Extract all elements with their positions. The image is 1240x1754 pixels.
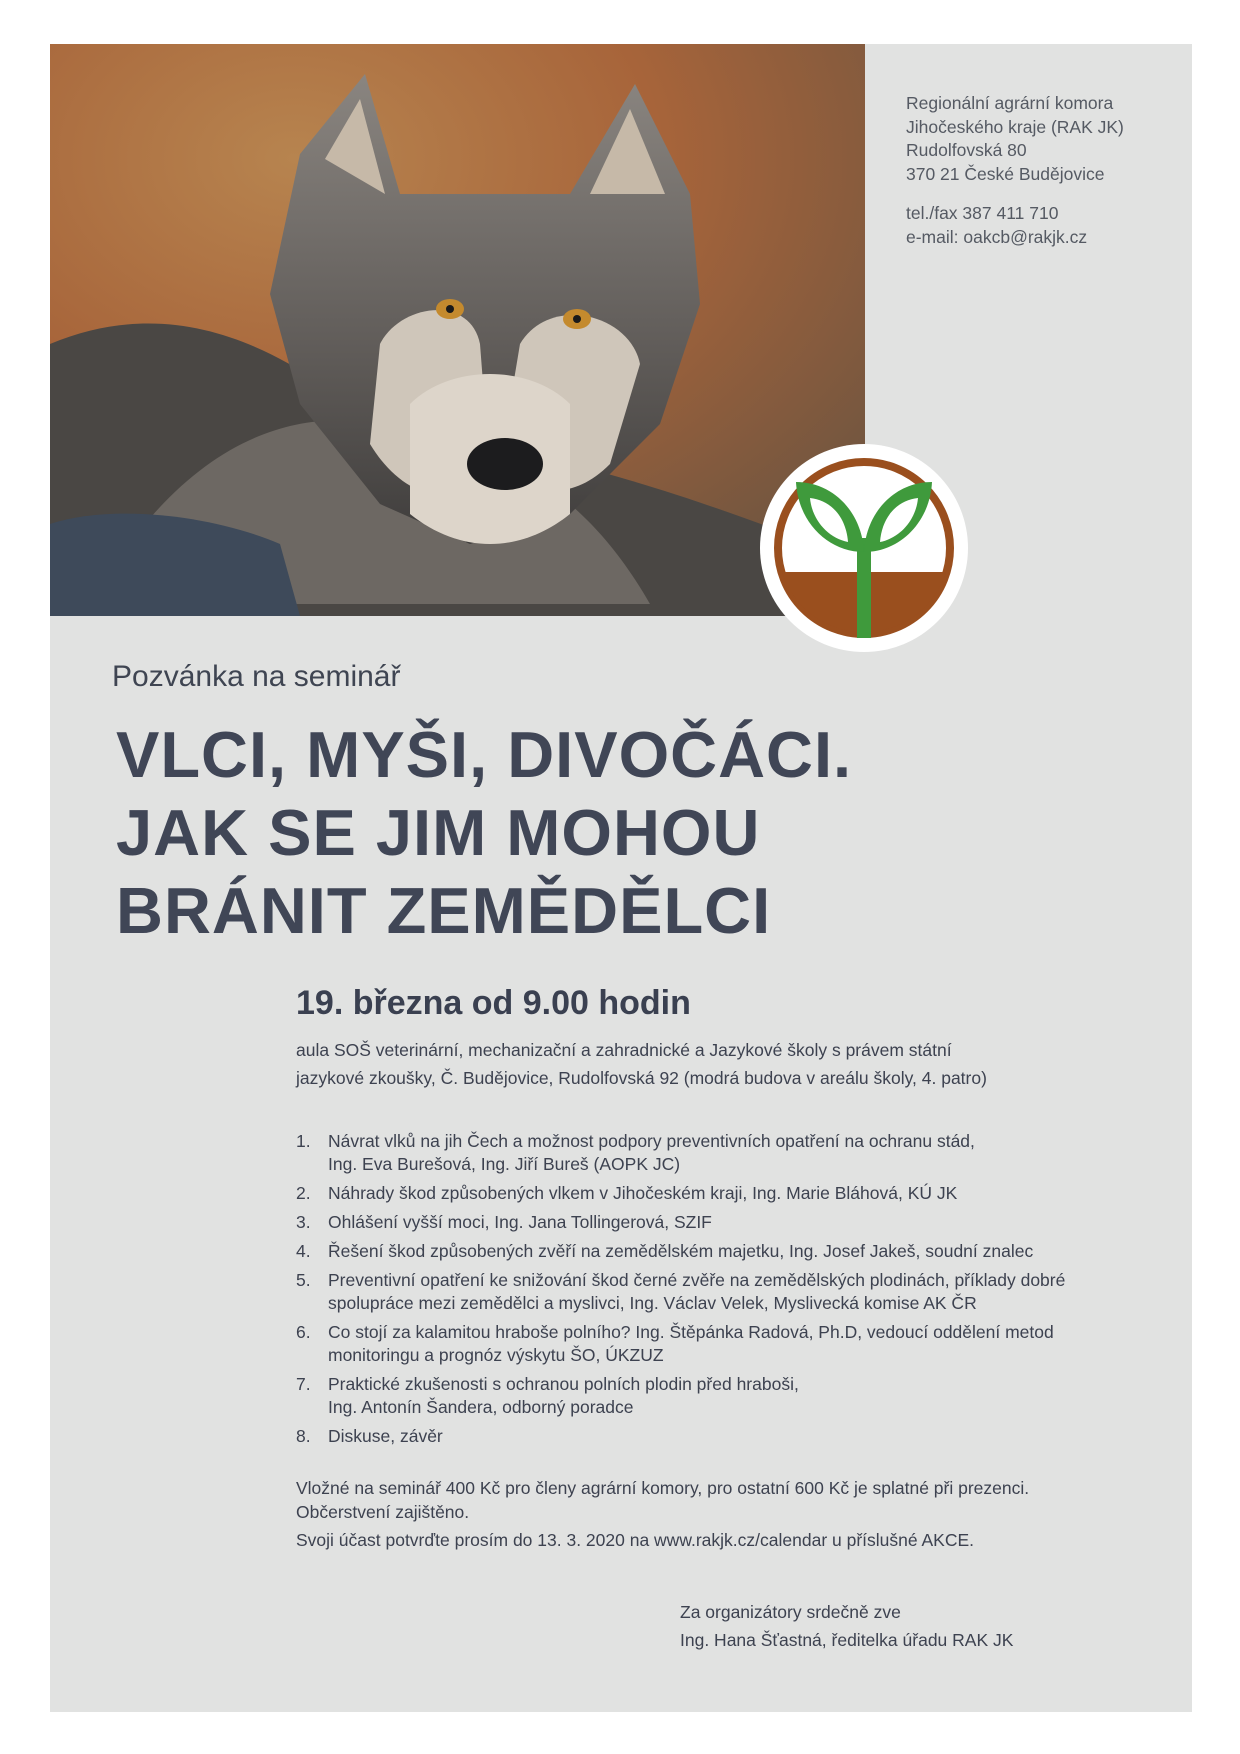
contact-phone: tel./fax 387 411 710 [906, 203, 1059, 223]
program-item-number: 5. [296, 1270, 311, 1290]
program-item [296, 1425, 1176, 1448]
program-item-number: 6. [296, 1322, 311, 1342]
program-item-line: Náhrady škod způsobených vlkem v Jihočeském kraji, Ing. Marie Bláhová, KÚ JK [328, 1183, 958, 1203]
program-item-number: 4. [296, 1241, 311, 1261]
signature-line-1: Za organizátory srdečně zve [680, 1602, 901, 1622]
program-item-text [328, 1373, 1176, 1419]
event-date: 19. března od 9.00 hodin [296, 984, 691, 1022]
contact-org: Regionální agrární komora [906, 93, 1114, 113]
program-item-number: 3. [296, 1212, 311, 1232]
title-line-3: BRÁNIT ZEMĚDĚLCI [116, 874, 772, 947]
program-item [296, 1211, 1176, 1234]
program-item-line: Ing. Antonín Šandera, odborný poradce [328, 1397, 634, 1417]
signature-line-2: Ing. Hana Šťastná, ředitelka úřadu RAK JK [680, 1630, 1014, 1650]
program-item-text [328, 1130, 1176, 1176]
wolf-photo [50, 44, 865, 616]
contact-city: 370 21 České Budějovice [906, 163, 1105, 184]
program-item-text [328, 1240, 1176, 1263]
program-item-line: Diskuse, závěr [328, 1426, 443, 1446]
contact-spacer [906, 186, 1124, 202]
program-item-text [328, 1321, 1176, 1367]
title-line-1: VLCI, MYŠI, DIVOČÁCI. [116, 718, 853, 791]
program-item-text [328, 1269, 1176, 1315]
program-item [296, 1321, 1176, 1367]
program-item-line: Řešení škod způsobených zvěří na zemědělském majetku, Ing. Josef Jakeš, soudní znalec [328, 1241, 1034, 1261]
contact-region: Jihočeského kraje (RAK JK) [906, 116, 1124, 137]
program-item-line: Preventivní opatření ke snižování škod černé zvěře na zemědělských plodinách, příklady dobré [328, 1270, 1066, 1290]
fees-line-1: Vložné na seminář 400 Kč pro členy agrární komory, pro ostatní 600 Kč je splatné při prezenci. [296, 1478, 1030, 1498]
contact-street: Rudolfovská 80 [906, 140, 1027, 160]
venue-line-2: jazykové zkoušky, Č. Budějovice, Rudolfovská 92 (modrá budova v areálu školy, 4. patro) [296, 1068, 987, 1088]
program-item-text [328, 1182, 1176, 1205]
venue-line-1: aula SOŠ veterinární, mechanizační a zahradnické a Jazykové školy s právem státní [296, 1040, 952, 1060]
program-item-line: monitoringu a prognóz výskytu ŠO, ÚKZUZ [328, 1345, 664, 1365]
program-item-number: 7. [296, 1374, 311, 1394]
program-item-number: 1. [296, 1131, 311, 1151]
program-item-text [328, 1425, 1176, 1448]
sprout-logo-icon [758, 442, 970, 654]
title-line-2: JAK SE JIM MOHOU [116, 796, 761, 869]
registration-note: Svoji účast potvrďte prosím do 13. 3. 2020 na www.rakjk.cz/calendar u příslušné AKCE. [296, 1530, 975, 1550]
program-list [296, 1130, 1176, 1454]
fees-line-2: Občerstvení zajištěno. [296, 1502, 470, 1522]
program-item-line: Co stojí za kalamitou hraboše polního? Ing. Štěpánka Radová, Ph.D, vedoucí oddělení metod [328, 1322, 1054, 1342]
signature-block [680, 1598, 1013, 1654]
invitation-subtitle: Pozvánka na seminář [112, 660, 401, 693]
program-item [296, 1182, 1176, 1205]
program-item [296, 1130, 1176, 1176]
contact-email[interactable]: e-mail: oakcb@rakjk.cz [906, 226, 1088, 247]
wolf-illustration [50, 44, 865, 616]
program-item [296, 1240, 1176, 1263]
program-item-line: Návrat vlků na jih Čech a možnost podpory preventivních opatření na ochranu stád, [328, 1131, 975, 1151]
program-item-line: spolupráce mezi zemědělci a myslivci, Ing. Václav Velek, Myslivecká komise AK ČR [328, 1293, 977, 1313]
program-item-number: 2. [296, 1183, 311, 1203]
program-item-number: 8. [296, 1426, 311, 1446]
contact-block [906, 92, 1124, 249]
program-item-text [328, 1211, 1176, 1234]
program-item [296, 1269, 1176, 1315]
event-venue [296, 1036, 1116, 1092]
program-item-line: Ing. Eva Burešová, Ing. Jiří Bureš (AOPK JC) [328, 1154, 681, 1174]
agrarian-chamber-logo [758, 442, 970, 654]
page-title [116, 716, 852, 950]
program-item-line: Ohlášení vyšší moci, Ing. Jana Tollingerová, SZIF [328, 1212, 712, 1232]
program-item-line: Praktické zkušenosti s ochranou polních plodin před hraboši, [328, 1374, 799, 1394]
fees-info [296, 1476, 1156, 1552]
program-item [296, 1373, 1176, 1419]
